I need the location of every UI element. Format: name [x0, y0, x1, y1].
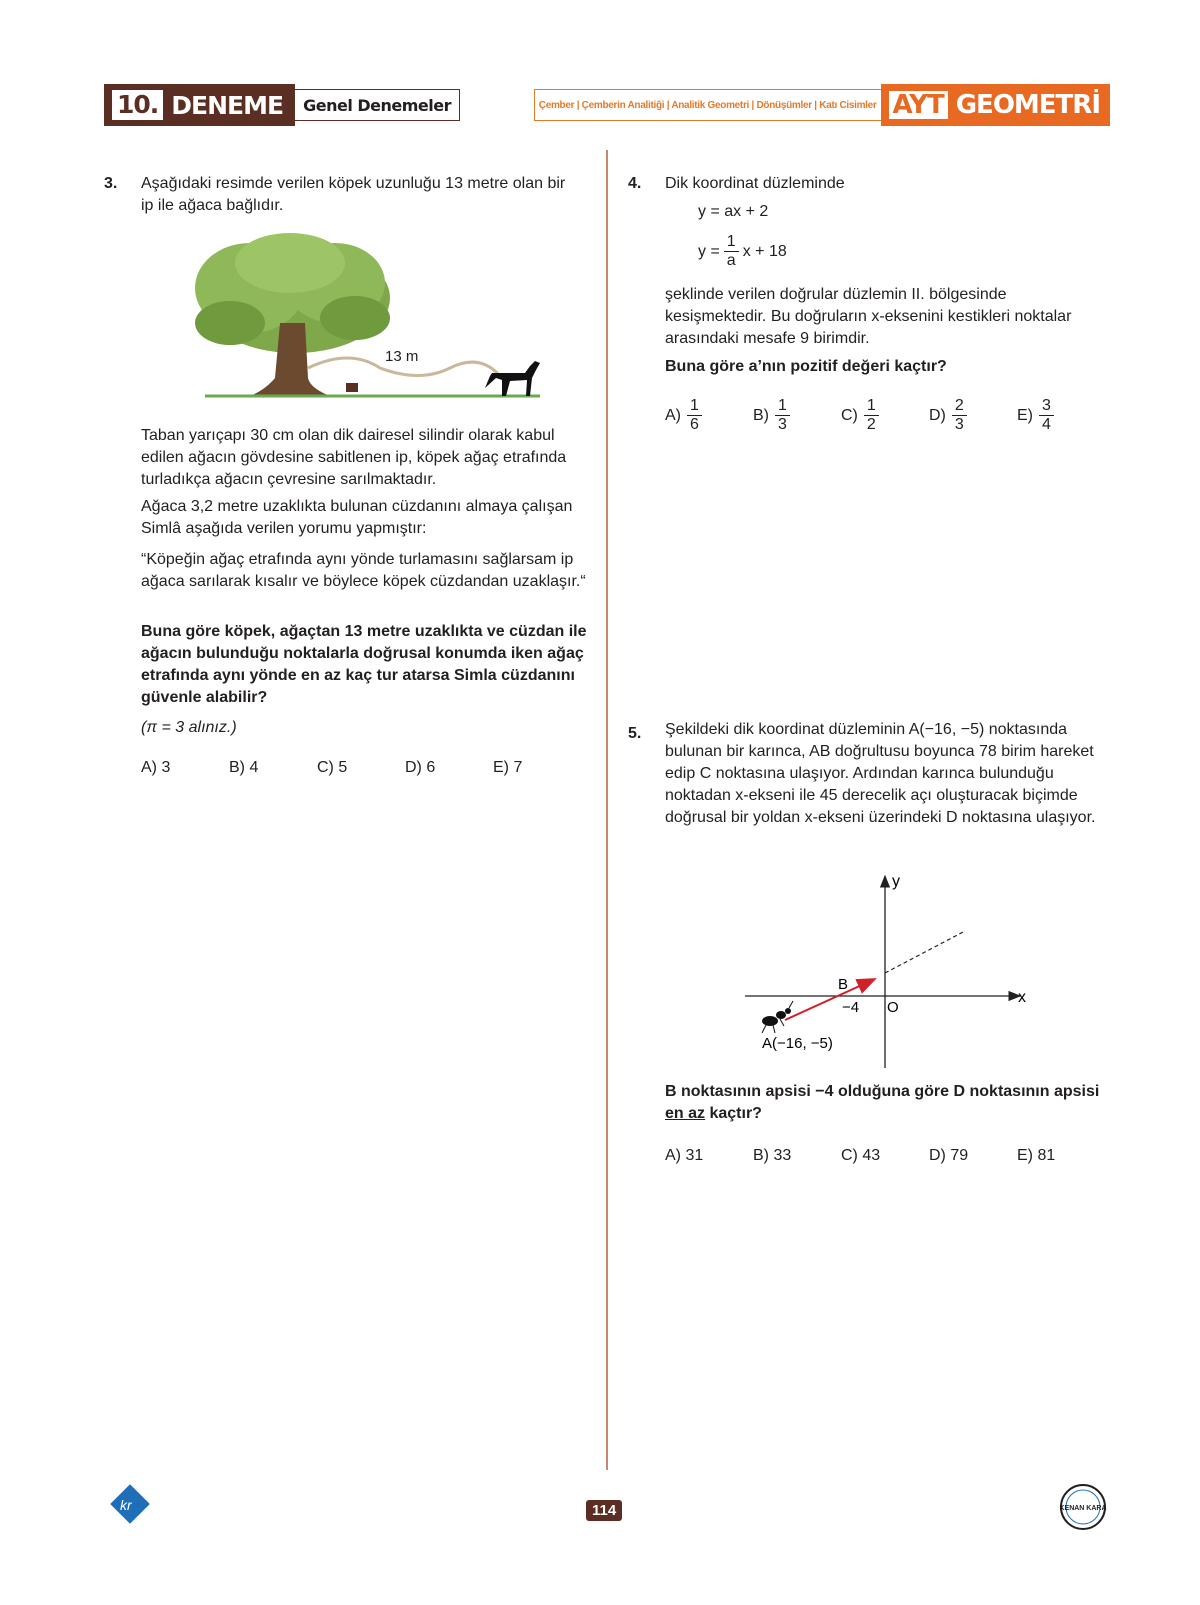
dashed-extension — [885, 931, 965, 973]
q5-number: 5. — [628, 725, 642, 742]
q4-option-d-label: D) — [929, 406, 946, 424]
q4-option-c-fraction — [864, 397, 879, 434]
q4-options — [665, 397, 1105, 434]
q4-option-b-num: 1 — [775, 397, 790, 416]
x-axis-label: x — [1018, 989, 1026, 1006]
q4-option-d-fraction — [952, 397, 967, 434]
q4-option-e-label: E) — [1017, 406, 1033, 424]
q4-eq2-left: y = — [698, 242, 720, 260]
point-a-label: A(−16, −5) — [762, 1035, 833, 1052]
q4-option-a[interactable] — [665, 397, 753, 434]
exam-type: AYT — [889, 91, 948, 119]
q4-option-c-label: C) — [841, 406, 858, 424]
q5-options — [665, 1147, 1105, 1165]
ant-path-arrow — [785, 979, 875, 1020]
q3-option-c[interactable]: C) 5 — [317, 759, 348, 776]
q3-option-a[interactable]: A) 3 — [141, 759, 171, 776]
q4-option-b-fraction — [775, 397, 790, 434]
q4-option-d-num: 2 — [952, 397, 967, 416]
header-left — [104, 84, 460, 126]
q4-number: 4. — [628, 175, 642, 192]
y-axis-label: y — [892, 873, 900, 890]
column-divider — [606, 150, 608, 1470]
page-number: 114 — [586, 1500, 622, 1521]
coordinate-figure — [740, 868, 1040, 1068]
q4-eq2-right: x + 18 — [742, 242, 787, 260]
q4-option-d[interactable] — [929, 397, 1017, 434]
tree-dog-figure — [180, 228, 550, 408]
q4-option-c-num: 1 — [864, 397, 879, 416]
q5-body: Şekildeki dik koordinat düzleminin A(−16, −5) noktasında bulunan bir karınca, AB doğrultusu boyunca 78 birim hareket edip C noktasına ulaşıyor. Ardından karınca bulunduğu noktadan x-ekseni ile 45 derecelik açı oluşturacak biçimde doğrusal bir yoldan x-ekseni üzerindeki D noktasına ulaşıyor. — [665, 721, 1096, 826]
publisher-logo-text: kr — [120, 1497, 132, 1513]
q5-option-a[interactable]: A) 31 — [665, 1147, 704, 1164]
q4-eq2-den: a — [726, 252, 736, 269]
subject-block — [881, 84, 1110, 126]
q4-equation-1: y = ax + 2 — [698, 203, 769, 220]
q5-option-e[interactable]: E) 81 — [1017, 1147, 1056, 1164]
q4-option-c-den: 2 — [866, 416, 876, 433]
q4-option-e[interactable] — [1017, 397, 1105, 434]
q3-paragraph-1: Taban yarıçapı 30 cm olan dik dairesel silindir olarak kabul edilen ağacın gövdesine sabitlenen ip, köpek ağaç etrafında turladıkça ağacın çevresine sarılmaktadır. — [141, 427, 567, 488]
header-right — [534, 84, 1110, 126]
q3-question: Buna göre köpek, ağaçtan 13 metre uzaklıkta ve cüzdan ile ağacın bulunduğu noktalarla doğrusal konumda iken ağaç etrafında aynı yönde en az kaç tur atarsa Simla cüzdanını güvenle alabilir? — [141, 623, 587, 706]
q3-note: (π = 3 alınız.) — [141, 719, 237, 736]
q4-body: şeklinde verilen doğrular düzlemin II. bölgesinde kesişmektedir. Bu doğruların x-eksenini kestikleri noktalar arasındaki mesafe 9 birimdir. — [665, 286, 1072, 347]
origin-label: O — [887, 999, 899, 1016]
q3-option-e[interactable]: E) 7 — [493, 759, 523, 776]
q3-options — [141, 759, 581, 777]
q4-option-a-label: A) — [665, 406, 681, 424]
q5-question-underlined: en az — [665, 1105, 706, 1122]
q4-option-e-num: 3 — [1039, 397, 1054, 416]
exam-title: DENEME — [171, 90, 284, 120]
q5-question-part-2: kaçtır? — [709, 1105, 762, 1122]
exam-number-block — [104, 84, 295, 126]
author-logo-text: KENAN KARA — [1059, 1505, 1107, 1512]
q3-option-d[interactable]: D) 6 — [405, 759, 436, 776]
q5-question-part-1: B noktasının apsisi −4 olduğuna göre D noktasının apsisi — [665, 1083, 1100, 1100]
q4-option-e-fraction — [1039, 397, 1054, 434]
q4-option-a-fraction — [687, 397, 702, 434]
q4-eq2-fraction — [724, 233, 739, 270]
q5-option-d[interactable]: D) 79 — [929, 1147, 969, 1164]
point-b-label: B — [838, 976, 849, 993]
dog — [485, 361, 540, 396]
q4-option-a-den: 6 — [690, 416, 699, 433]
subject-title: GEOMETRİ — [955, 90, 1100, 120]
q3-paragraph-2: Ağaca 3,2 metre uzaklıkta bulunan cüzdanını almaya çalışan Simlâ aşağıda verilen yorumu yapmıştır: — [141, 498, 573, 537]
wallet — [346, 383, 358, 392]
q4-option-d-den: 3 — [954, 416, 964, 433]
q3-option-b[interactable]: B) 4 — [229, 759, 259, 776]
publisher-logo-icon — [106, 1480, 154, 1528]
author-logo-icon — [1058, 1482, 1108, 1532]
exam-number: 10. — [112, 90, 163, 120]
q4-equation-2 — [698, 233, 787, 270]
q3-quote: “Köpeğin ağaç etrafında aynı yönde turlamasını sağlarsam ip ağaca sarılarak kısalır ve böylece köpek cüzdandan uzaklaşır.“ — [141, 551, 586, 590]
q4-option-b[interactable] — [753, 397, 841, 434]
q5-option-c[interactable]: C) 43 — [841, 1147, 881, 1164]
q4-eq2-num: 1 — [724, 233, 739, 252]
ant-icon — [762, 1001, 793, 1033]
q3-intro: Aşağıdaki resimde verilen köpek uzunluğu 13 metre olan bir ip ile ağaca bağlıdır. — [141, 175, 566, 214]
b-tick-label: −4 — [842, 999, 860, 1016]
q4-option-b-den: 3 — [778, 416, 787, 433]
q4-option-b-label: B) — [753, 406, 769, 424]
q4-option-c[interactable] — [841, 397, 929, 434]
q5-option-b[interactable]: B) 33 — [753, 1147, 792, 1164]
exam-subtitle: Genel Denemeler — [295, 89, 460, 121]
q4-question: Buna göre a’nın pozitif değeri kaçtır? — [665, 358, 947, 375]
q3-number: 3. — [104, 175, 118, 192]
q4-option-a-num: 1 — [687, 397, 702, 416]
q4-intro: Dik koordinat düzleminde — [665, 175, 845, 192]
q4-option-e-den: 4 — [1042, 416, 1051, 433]
rope-length-label: 13 m — [385, 348, 419, 365]
q5-question — [665, 1081, 1105, 1125]
topics-list: Çember | Çemberin Analitiği | Analitik Geometri | Dönüşümler | Katı Cisimler — [534, 89, 881, 121]
